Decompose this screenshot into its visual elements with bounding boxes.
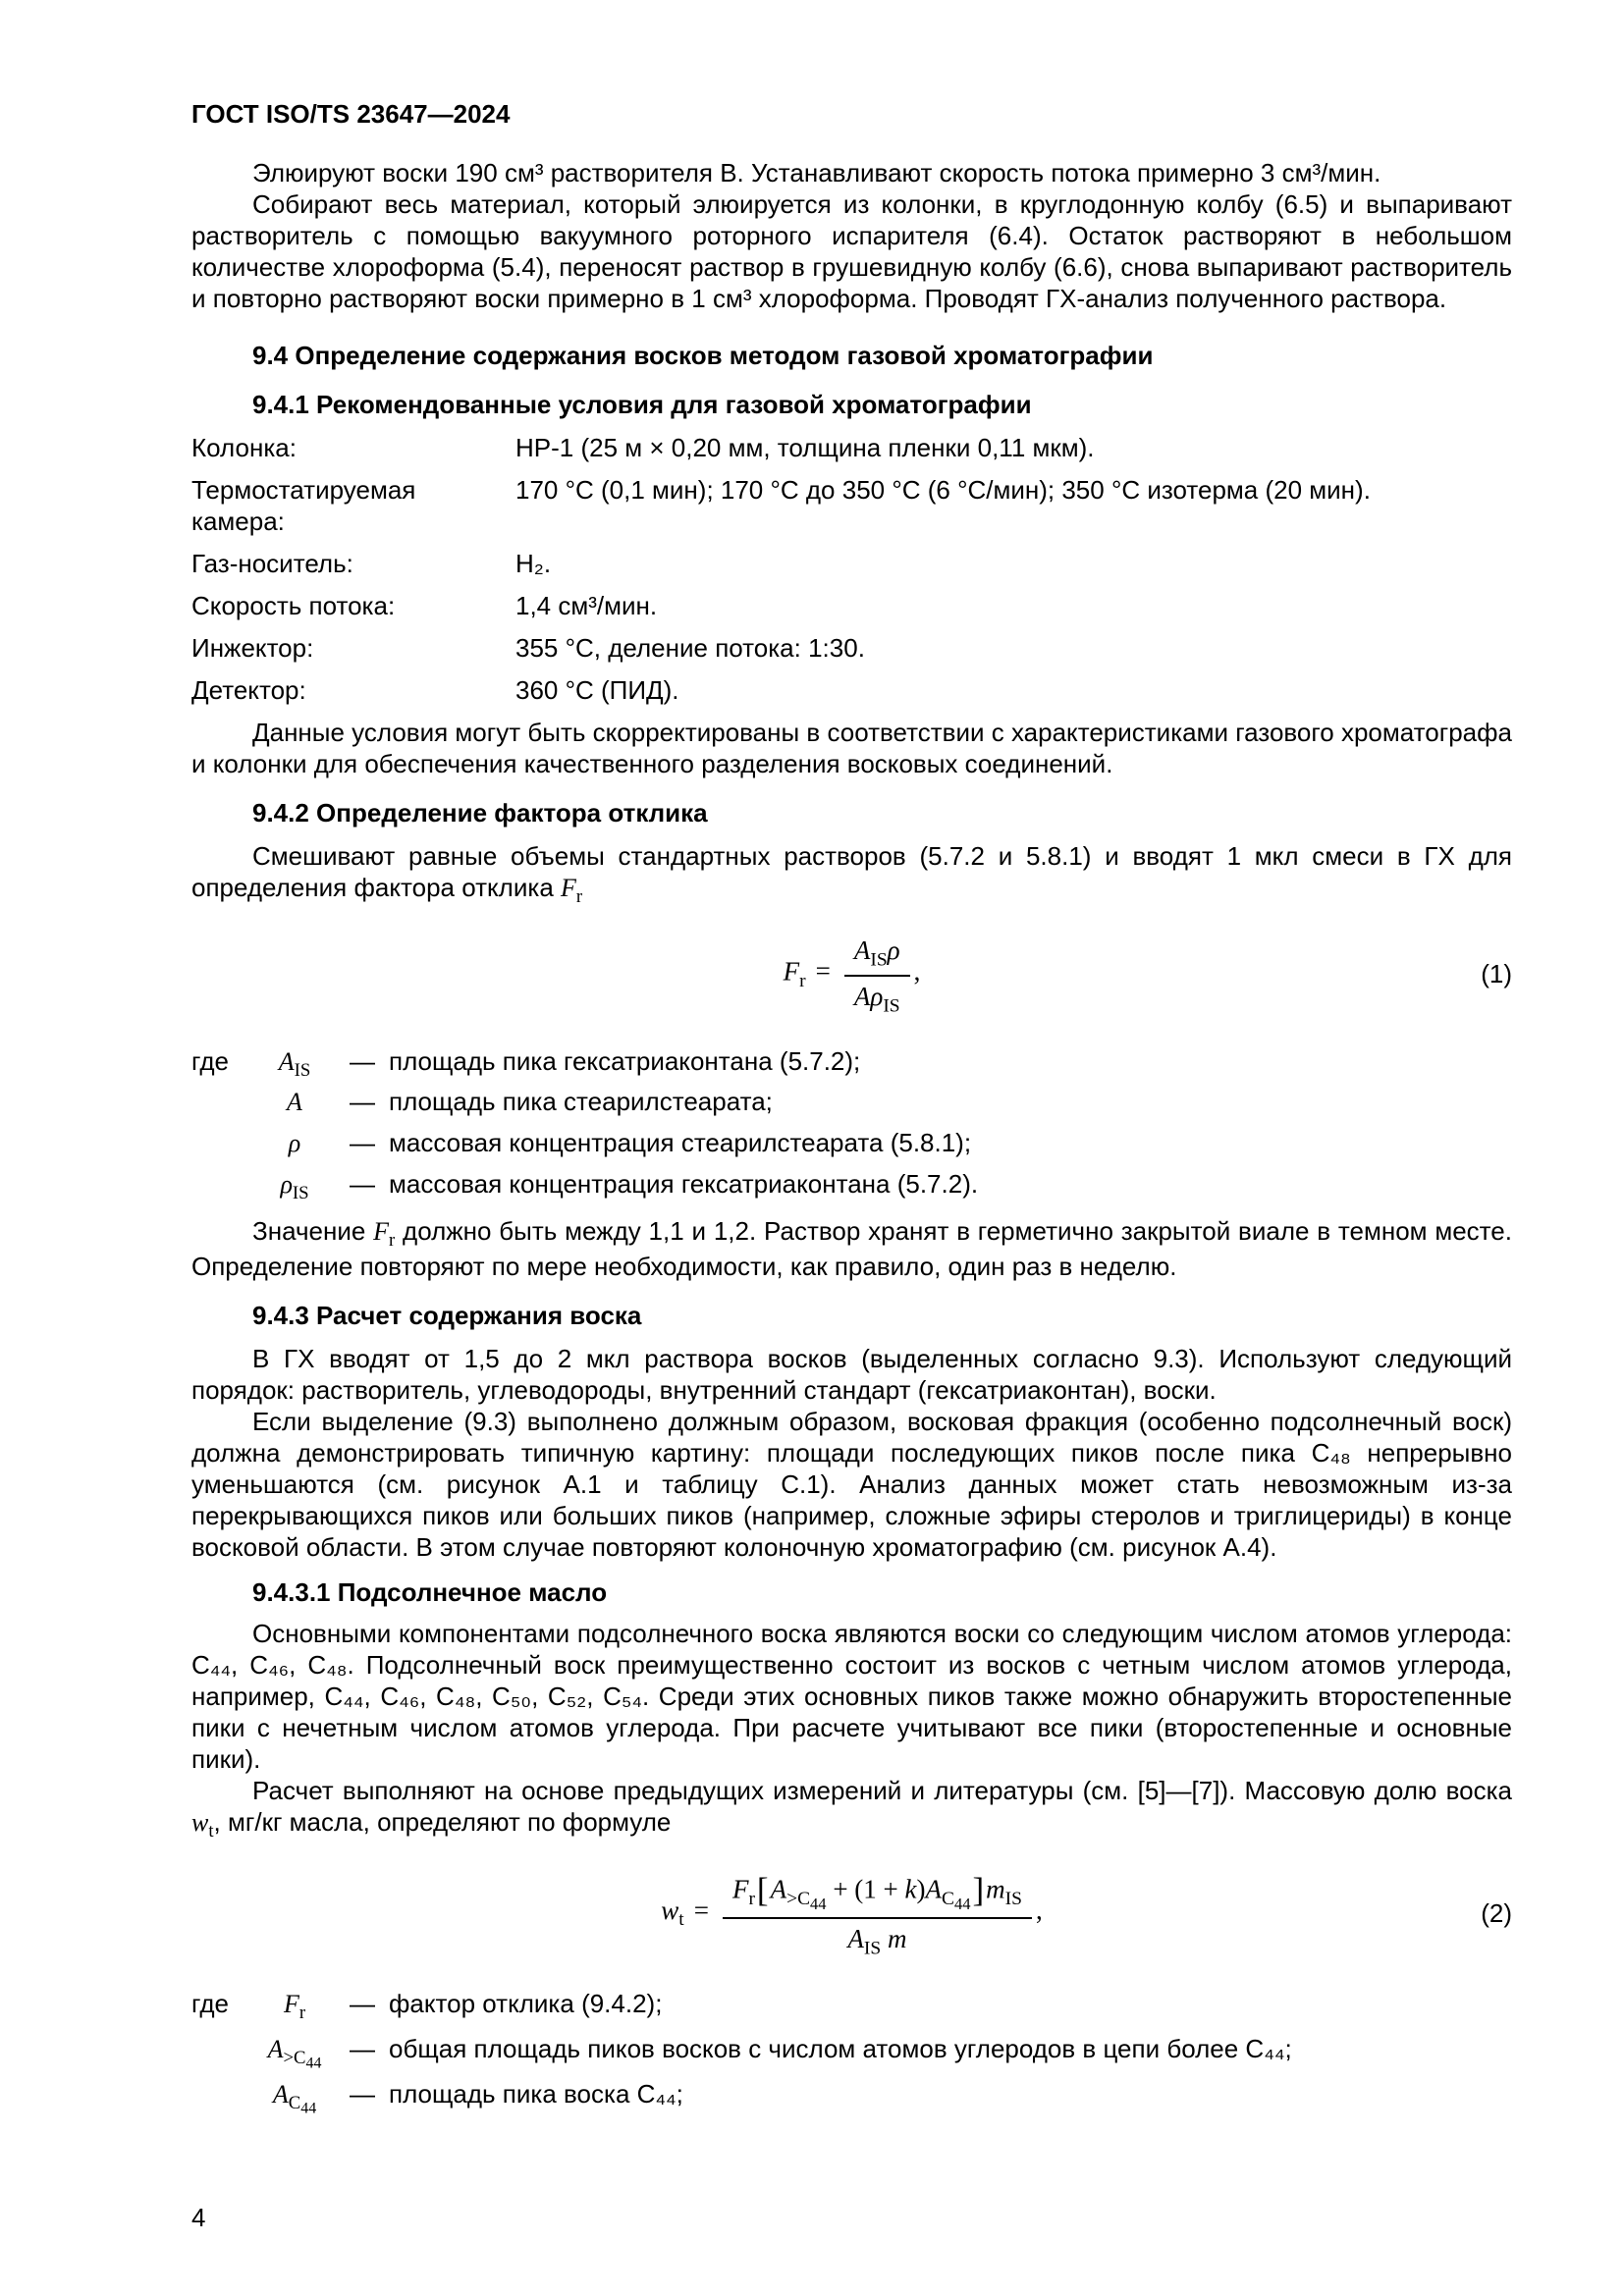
text-run: , мг/кг масла, определяют по формуле [213,1807,672,1838]
symbol-fr [245,1989,344,2027]
subsubscript-44: 44 [953,1894,971,1913]
variable-f: F [783,956,800,987]
symbol-a-c44 [245,2079,344,2117]
formula-2 [191,1867,1512,1958]
paragraph-injection: В ГХ вводят от 1,5 до 2 мкл раствора восков (выделенных согласно 9.3). Используют следующий порядок: растворитель, углеводороды, внутренний стандарт (гексатриаконтан), воски. [191,1344,1512,1406]
subscript-is: IS [1004,1888,1022,1909]
heading-9-4-3: 9.4.3 Расчет содержания воска [252,1301,642,1331]
where-definition: массовая концентрация гексатриаконтана (5.7.2). [389,1169,979,1200]
dash: — [350,1087,375,1117]
comma: , [1035,1895,1043,1925]
symbol-main: ρ [288,1129,301,1158]
where-definition: площадь пика стеарилстеарата; [389,1087,773,1117]
variable-m: m [881,1924,907,1954]
fraction [723,1867,1032,1958]
paren-open-one-plus: (1 + [854,1874,905,1904]
variable-w: w [661,1895,679,1925]
gc-row-injector [191,632,1512,664]
gc-value: HP-1 (25 м × 0,20 мм, толщина пленки 0,11 мкм). [515,433,1095,462]
variable-wt: w [191,1808,209,1838]
where-item-rho [191,1127,1512,1162]
fraction-numerator [723,1867,1032,1919]
fraction-denominator [847,1919,906,1958]
variable-a-c44: A [925,1874,942,1904]
symbol-main: A [267,2034,284,2063]
variable-f: F [731,1874,749,1904]
heading-9-4-1: 9.4.1 Рекомендованные условия для газовой хроматографии [252,390,1032,419]
heading-9-4: 9.4 Определение содержания восков методом газовой хроматографии [252,341,1154,370]
variable-fr: F [561,874,576,902]
dash: — [350,1045,375,1076]
symbol-main: A [272,2079,289,2109]
subscript-text: r [298,2002,306,2024]
subscript-text: C [288,2092,301,2113]
subscript-text: >C [283,2048,306,2069]
symbol-a [245,1087,344,1121]
page-number: 4 [191,2203,206,2232]
where-list-2 [191,1988,1512,2116]
where-definition: массовая концентрация стеарилстеарата (5.8.1); [389,1128,972,1158]
gc-label: Скорость потока: [191,591,396,620]
paragraph-sunflower-components: Основными компонентами подсолнечного воска являются воски со следующим числом атомов углерода: С₄₄, С₄₆, С₄₈. Подсолнечный воск преимущественно состоит из восков с четным числом атомов углерода, например, С₄₄, С₄₆, С₄₈, С₅₀, С₅₂, С₅₄. Среди этих основных пиков также можно обнаружить второстепенные пики с нечетным числом атомов углерода. При расчете учитывают все пики (второстепенные и основные пики). [191,1619,1512,1775]
formula-2-number: (2) [1481,1897,1512,1928]
variable-a-gt-c44: A [770,1874,787,1904]
paragraph-isolation: Если выделение (9.3) выполнено должным образом, восковая фракция (особенно подсолнечный воск) должна демонстрировать типичную картину: площади последующих пиков после пика С₄₈ непрерывно уменьшаются (см. рисунок А.1 и таблицу С.1). Анализ данных может стать невозможным из-за перекрывающихся пиков или больших пиков (например, сложные эфиры стеролов и триглицериды) в конце восковой области. В этом случае повторяют колоночную хроматографию (см. рисунок А.4). [191,1407,1512,1563]
paragraph-calculation-basis [191,1775,1512,1842]
symbol-rho-is [245,1169,344,1203]
paragraph-elution: Элюируют воски 190 см³ растворителя В. Устанавливают скорость потока примерно 3 см³/мин. [252,158,1381,187]
subscript-r: r [799,970,806,991]
symbol-rho [245,1128,344,1162]
formula-1-expression [784,933,921,1016]
text-run: Значение [252,1216,374,1247]
gc-row-oven [191,474,1512,537]
symbol-main: ρ [280,1170,293,1200]
text-run: Смешивают равные объемы стандартных растворов (5.7.2 и 5.8.1) и вводят 1 мкл смеси в ГХ для определения фактора отклика [191,841,1512,902]
gc-value: 1,4 см³/мин. [515,591,658,620]
variable-a: A [853,934,871,965]
where-definition: фактор отклика (9.4.2); [389,1989,663,2019]
subscript-gt-c44 [786,1888,827,1913]
subscript-is: IS [883,995,900,1017]
symbol-main: A [287,1088,302,1117]
where-definition: общая площадь пиков восков с числом атомов углеродов в цепи более С₄₄; [389,2033,1292,2063]
variable-rho: ρ [887,934,900,965]
variable-a: A [853,981,871,1011]
gc-value: 360 °С (ПИД). [515,675,679,705]
fraction-denominator [854,977,900,1016]
gc-row-column [191,432,1512,463]
paragraph-mixing [191,840,1512,907]
gc-label: Газ-носитель: [191,549,353,578]
subscript-t: t [678,1909,684,1931]
variable-a-is: A [847,1924,864,1954]
symbol-main: F [283,1990,299,2019]
text-run: должно быть между 1,1 и 1,2. Раствор хранят в герметично закрытой виале в темном месте. Определение повторяют по мере необходимости, как правило, один раз в неделю. [191,1216,1512,1282]
symbol-a-gt-c44 [245,2034,344,2072]
heading-9-4-2: 9.4.2 Определение фактора отклика [252,798,708,828]
where-item-a-gt-c44 [191,2033,1512,2072]
dash: — [350,1169,375,1200]
where-list-1 [191,1045,1512,1204]
gc-label: Инжектор: [191,633,314,663]
dash: — [350,2078,375,2109]
where-definition: площадь пика гексатриаконтана (5.7.2); [389,1045,861,1076]
formula-2-expression [661,1867,1042,1958]
dash: — [350,1989,375,2019]
paragraph-collection: Собирают весь материал, который элюируется из колонки, в круглодонную колбу (6.5) и выпаривают растворитель с помощью вакуумного роторного испарителя (6.4). Остаток растворяют в небольшом количестве хлороформа (5.4), переносят раствор в грушевидную колбу (6.6), снова выпаривают растворитель и повторно растворяют воски примерно в 1 см³ хлороформа. Проводят ГХ-анализ полученного раствора. [191,189,1512,313]
symbol-subscript [299,2002,305,2023]
plus-sign: + [826,1874,855,1904]
symbol-main: A [278,1046,295,1076]
subscript-c44 [942,1888,971,1913]
document-header [191,98,1512,130]
variable-fr-subscript: r [575,886,583,908]
where-item-ais [191,1045,1512,1081]
subscript-is: IS [863,1938,882,1959]
comma: , [913,956,921,987]
symbol-subscript [288,2092,317,2117]
paragraph-fr-range [191,1215,1512,1282]
gc-label: Колонка: [191,433,297,462]
heading-9-4-3-1: 9.4.3.1 Подсолнечное масло [252,1577,608,1608]
paren-close: ) [916,1874,926,1904]
gc-row-flow-rate [191,590,1512,621]
symbol-subscript: IS [292,1183,309,1204]
where-lead: где [191,1045,229,1076]
right-bracket: ] [972,1871,985,1909]
subsubscript: 44 [300,2100,317,2117]
variable-k: k [904,1874,917,1904]
formula-1-number: (1) [1481,959,1512,989]
formula-1 [191,933,1512,1016]
variable-fr: F [373,1217,389,1247]
where-item-fr [191,1988,1512,2027]
fraction [844,933,910,1016]
subscript-r: r [748,1888,755,1909]
text-run: Расчет выполняют на основе предыдущих измерений и литературы (см. [5]—[7]). Массовую долю воска [252,1776,1512,1806]
variable-fr-subscript: r [389,1230,396,1252]
subsubscript: 44 [305,2055,322,2072]
symbol-subscript: IS [294,1059,311,1081]
left-bracket: [ [756,1871,769,1909]
symbol-subscript [283,2048,322,2072]
equals-sign: = [815,956,831,987]
variable-rho: ρ [870,981,884,1011]
equals-sign: = [693,1895,709,1925]
gc-value: Н₂. [515,549,552,578]
where-item-a [191,1086,1512,1121]
symbol-a-is [245,1046,344,1081]
gc-value: 170 °С (0,1 мин); 170 °С до 350 °С (6 °С/мин); 350 °С изотерма (20 мин). [515,475,1371,505]
fraction-numerator [844,933,910,977]
variable-m-is: m [986,1874,1005,1904]
subscript-text: C [942,1888,954,1909]
gc-row-detector [191,674,1512,706]
gc-row-carrier-gas [191,548,1512,579]
where-item-rho-is [191,1168,1512,1203]
subsubscript-44: 44 [810,1894,827,1913]
gc-conditions-table [191,432,1512,706]
where-definition: площадь пика воска С₄₄; [389,2078,683,2109]
where-lead: где [191,1989,229,2019]
dash: — [350,2033,375,2063]
paragraph-conditions-note: Данные условия могут быть скорректированы в соответствии с характеристиками газового хроматографа и колонки для обеспечения качественного разделения восковых соединений. [191,718,1512,778]
subscript-is: IS [870,949,888,971]
variable-wt-subscript: t [208,1821,214,1842]
subscript-text: >C [786,1888,811,1909]
standard-designation: ГОСТ ISO/TS 23647—2024 [191,99,511,129]
gc-label: Термостатируемая камера: [191,475,416,536]
where-item-a-c44 [191,2078,1512,2117]
gc-value: 355 °С, деление потока: 1:30. [515,633,865,663]
gc-label: Детектор: [191,675,306,705]
dash: — [350,1128,375,1158]
